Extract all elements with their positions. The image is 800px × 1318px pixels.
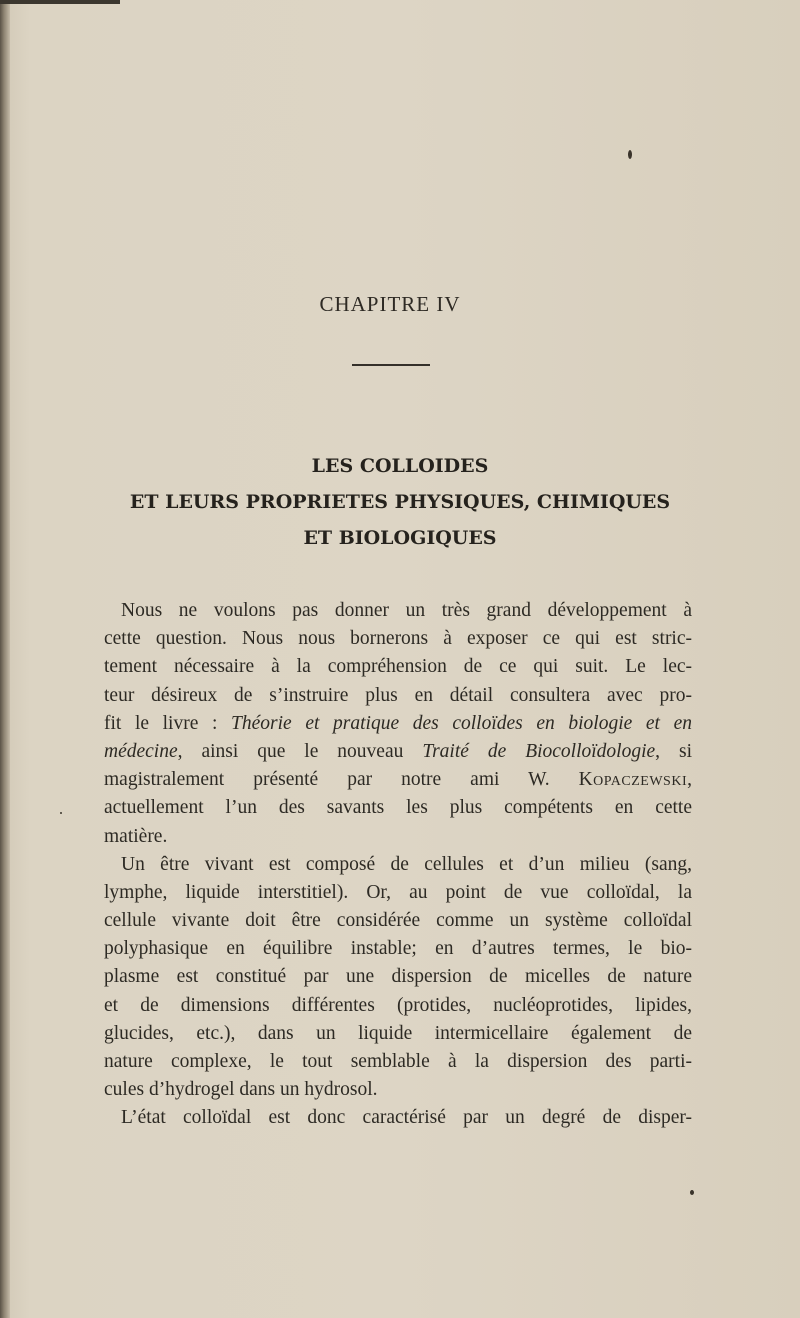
binding-edge: [0, 0, 10, 1318]
body-text: [104, 597, 692, 1133]
text-line: [104, 766, 692, 794]
text-line: cules d’hydrogel dans un hydrosol.: [104, 1079, 378, 1101]
chapter-title: [0, 448, 800, 556]
text-line: et de dimensions différentes (protides, nucléoprotides, lipides,: [104, 994, 692, 1016]
ink-speck: [628, 150, 632, 159]
text-line: [104, 738, 692, 766]
paragraph-1: [104, 597, 692, 851]
text-run: , ainsi que le nouveau: [177, 740, 423, 762]
title-line: LES COLLOIDES: [311, 455, 489, 477]
text-run: , si: [655, 740, 692, 762]
text-line: actuellement l’un des savants les plus compétents en cette: [104, 797, 692, 819]
text-line: teur désireux de s’instruire plus en détail consultera avec pro-: [104, 684, 692, 706]
author-name: Kopaczewski: [578, 769, 688, 791]
text-line: matière.: [104, 825, 168, 847]
text-run: magistralement présenté par notre ami W.: [104, 769, 579, 791]
text-line: polyphasique en équilibre instable; en d’autres termes, le bio-: [104, 938, 692, 960]
text-line: nature complexe, le tout semblable à la dispersion des parti-: [104, 1051, 692, 1072]
ink-speck: [60, 812, 62, 814]
text-line: plasme est constitué par une dispersion de micelles de nature: [104, 966, 692, 988]
text-line: [104, 710, 692, 738]
ink-speck: [690, 1190, 694, 1195]
book-title-medecine: médecine: [104, 740, 178, 762]
text-line: Un être vivant est composé de cellules et d’un milieu (sang,: [121, 853, 692, 875]
text-line: cellule vivante doit être considérée comme un système colloïdal: [104, 910, 692, 932]
text-run: fit le livre :: [104, 712, 232, 734]
text-line: lymphe, liquide interstitiel). Or, au point de vue colloïdal, la: [104, 881, 692, 903]
paragraph-3: [104, 1104, 692, 1132]
chapter-heading: CHAPITRE IV: [319, 292, 461, 316]
text-run: ,: [687, 769, 692, 791]
text-line: tement nécessaire à la compréhension de ce qui suit. Le lec-: [104, 656, 692, 678]
book-title-traite: Traité de Biocolloïdologie: [422, 740, 656, 762]
text-line: glucides, etc.), dans un liquide intermicellaire également de: [104, 1022, 692, 1044]
text-line: cette question. Nous nous bornerons à exposer ce qui est stric-: [104, 628, 692, 650]
text-line: Nous ne voulons pas donner un très grand développement à: [121, 600, 692, 621]
paragraph-2: [104, 851, 692, 1105]
book-title-theorie: Théorie et pratique des colloïdes en biologie et en: [231, 712, 693, 734]
page-top-edge: [0, 0, 120, 4]
heading-rule: [352, 364, 430, 366]
title-line: ET BIOLOGIQUES: [303, 527, 497, 549]
text-line: L’état colloïdal est donc caractérisé par un degré de disper-: [121, 1107, 692, 1129]
title-line: ET LEURS PROPRIETES PHYSIQUES, CHIMIQUES: [129, 491, 671, 513]
